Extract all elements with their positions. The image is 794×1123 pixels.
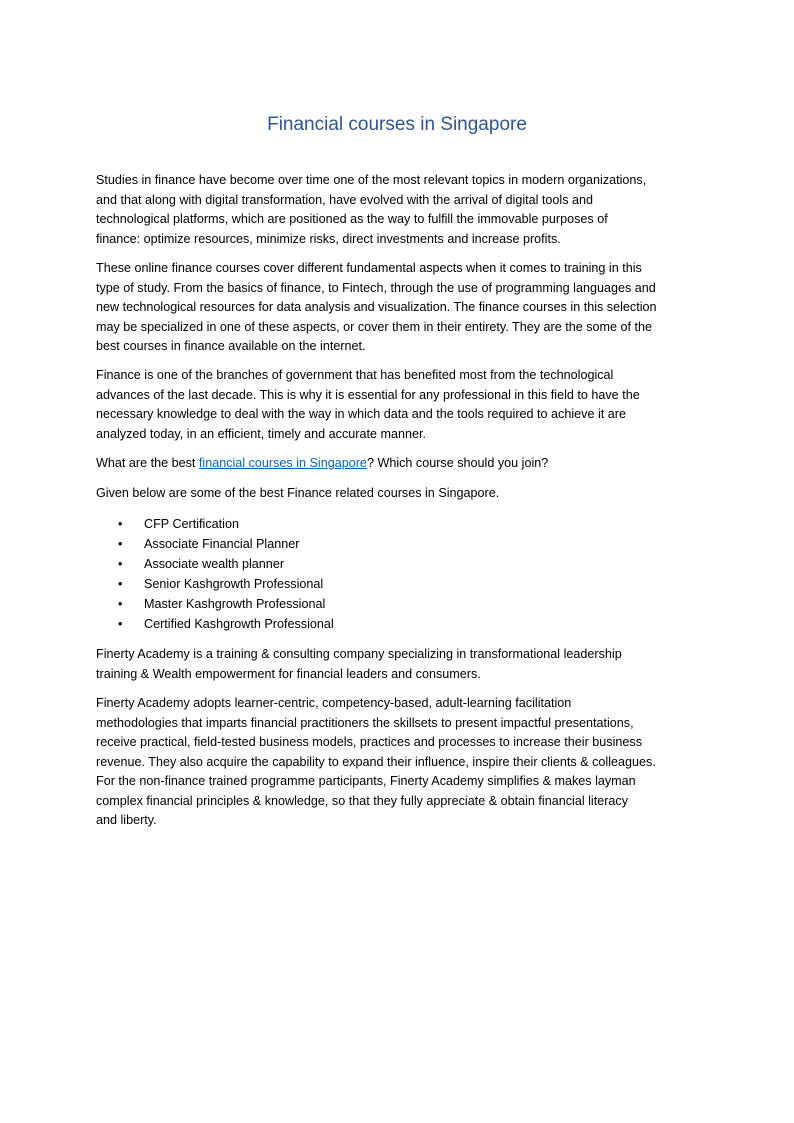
paragraph-government bbox=[96, 366, 640, 444]
text-line: complex financial principles & knowledge, so that they fully appreciate & obtain financial literacy bbox=[96, 793, 629, 808]
text: ? Which course should you join? bbox=[366, 456, 549, 470]
text-line: For the non-finance trained programme participants, Finerty Academy simplifies & makes layman bbox=[96, 774, 636, 788]
text-line: advances of the last decade. This is why it is essential for any professional in this field to have the bbox=[96, 387, 640, 402]
list-item: • Senior Kashgrowth Professional bbox=[96, 574, 334, 594]
text-line: Finerty Academy adopts learner-centric, competency-based, adult-learning facilitation bbox=[96, 696, 572, 710]
text-line: These online finance courses cover different fundamental aspects when it comes to training in this bbox=[96, 261, 642, 275]
text-line: type of study. From the basics of finance, to Fintech, through the use of programming languages and bbox=[96, 280, 656, 295]
paragraph-online-courses bbox=[96, 259, 657, 357]
text-line: methodologies that imparts financial practitioners the skillsets to present impactful presentations, bbox=[96, 715, 634, 730]
text-line: training & Wealth empowerment for financial leaders and consumers. bbox=[96, 666, 481, 681]
text-line: Finance is one of the branches of government that has benefited most from the technological bbox=[96, 368, 614, 382]
paragraph-finerty-intro bbox=[96, 645, 622, 684]
text-line: revenue. They also acquire the capability to expand their influence, inspire their clients & colleagues. bbox=[96, 754, 656, 769]
text-line: technological platforms, which are positioned as the way to fulfill the immovable purposes of bbox=[96, 212, 608, 226]
text-line: and liberty. bbox=[96, 813, 157, 827]
paragraph-intro bbox=[96, 171, 646, 249]
list-item: • CFP Certification bbox=[96, 514, 334, 534]
text-line: receive practical, field-tested business models, practices and processes to increase their business bbox=[96, 735, 642, 749]
paragraph-given-below bbox=[96, 484, 499, 504]
paragraph-finerty-method bbox=[96, 694, 656, 831]
list-item: • Master Kashgrowth Professional bbox=[96, 594, 334, 614]
paragraph-question bbox=[96, 454, 548, 474]
page-title: Financial courses in Singapore bbox=[267, 114, 527, 135]
text-line: new technological resources for data analysis and visualization. The finance courses in this selection bbox=[96, 300, 657, 314]
course-list bbox=[96, 514, 334, 634]
text-line: analyzed today, in an efficient, timely and accurate manner. bbox=[96, 426, 426, 441]
text-line: best courses in finance available on the internet. bbox=[96, 339, 366, 353]
list-item: • Certified Kashgrowth Professional bbox=[96, 614, 334, 634]
text-line: and that along with digital transformation, have evolved with the arrival of digital tools and bbox=[96, 192, 594, 207]
text-line: finance: optimize resources, minimize risks, direct investments and increase profits. bbox=[96, 231, 561, 246]
list-item: • Associate wealth planner bbox=[96, 554, 334, 574]
text: What are the best bbox=[96, 456, 199, 470]
text-line: necessary knowledge to deal with the way in which data and the tools required to achieve it are bbox=[96, 407, 626, 421]
text-line: Studies in finance have become over time one of the most relevant topics in modern organizations, bbox=[96, 173, 647, 187]
list-item: • Associate Financial Planner bbox=[96, 534, 334, 554]
text-line: may be specialized in one of these aspects, or cover them in their entirety. They are the some of the bbox=[96, 319, 653, 334]
financial-courses-link[interactable]: financial courses in Singapore bbox=[198, 456, 367, 470]
text-line: Finerty Academy is a training & consulting company specializing in transformational leadership bbox=[96, 647, 622, 661]
text-line: Given below are some of the best Finance related courses in Singapore. bbox=[96, 486, 500, 500]
